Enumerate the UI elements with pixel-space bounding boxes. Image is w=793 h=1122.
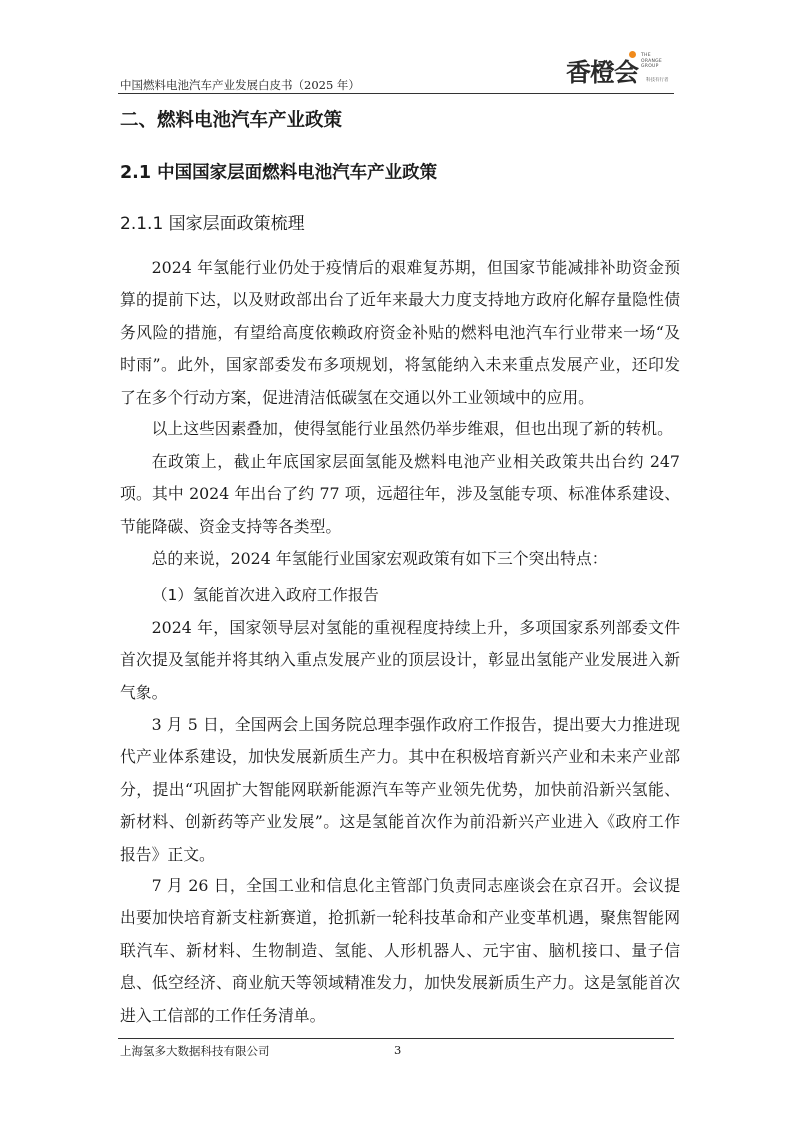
chapter-heading: 二、燃料电池汽车产业政策	[120, 110, 343, 131]
logo-tagline: 科技有行者	[646, 78, 669, 83]
paragraph-summary: 总的来说，2024 年氢能行业国家宏观政策有如下三个突出特点：	[151, 549, 608, 568]
paragraph-turning-point: 以上这些因素叠加，使得氢能行业虽然仍举步维艰，但也出现了新的转机。	[151, 419, 673, 438]
subheading-government-report: （1）氢能首次进入政府工作报告	[152, 586, 379, 604]
page-number: 3	[394, 1043, 402, 1057]
logo-en-line: ORANGE	[641, 58, 663, 64]
company-logo	[566, 49, 674, 89]
paragraph-march-5: 3 月 5 日，全国两会上国务院总理李强作政府工作报告，提出要大力推进现代产业体系建设，加快发展新质生产力。其中在积极培育新兴产业和未来产业部分，提出“巩固扩大智能网联新能源汽车等产业领先优势，加快前沿新兴氢能、新材料、创新药等产业发展”。这是氢能首次作为前沿新兴产业进入《政府工作报告》正文。	[120, 715, 680, 864]
logo-en-line: GROUP	[641, 64, 659, 69]
paragraph-july-26: 7 月 26 日，全国工业和信息化主管部门负责同志座谈会在京召开。会议提出要加快培育新支柱新赛道，抢抓新一轮科技革命和产业变革机遇，聚焦智能网联汽车、新材料、生物制造、氢能、人形机器人、元宇宙、脑机接口、量子信息、低空经济、商业航天等领域精准发力，加快发展新质生产力。这是氢能首次进入工信部的工作任务清单。	[120, 876, 680, 1025]
logo-english	[641, 53, 662, 70]
subsection-heading: 2.1.1 国家层面政策梳理	[120, 214, 305, 234]
footer-company: 上海氢多大数据科技有限公司	[120, 1044, 270, 1058]
header-title: 中国燃料电池汽车产业发展白皮书（2025 年）	[120, 78, 360, 92]
paragraph-intro: 2024 年氢能行业仍处于疫情后的艰难复苏期，但国家节能减排补助资金预算的提前下达，以及财政部出台了近年来最大力度支持地方政府化解存量隐性债务风险的措施，有望给高度依赖政府资金补贴的燃料电池汽车行业带来一场“及时雨”。此外，国家部委发布多项规划，将氢能纳入未来重点发展产业，还印发了在多个行动方案，促进清洁低碳氢在交通以外工业领域中的应用。	[120, 258, 680, 407]
paragraph-policy-count: 在政策上，截止年底国家层面氢能及燃料电池产业相关政策共出台约 247 项。其中 2024 年出台了约 77 项，远超往年，涉及氢能专项、标准体系建设、节能降碳、资金支持等各类型。	[120, 452, 680, 536]
footer-rule	[118, 1038, 674, 1039]
logo-en-line: THE	[641, 53, 651, 58]
section-heading: 2.1 中国国家层面燃料电池汽车产业政策	[120, 163, 438, 183]
logo-orange-dot-icon	[629, 51, 636, 58]
header-rule	[118, 93, 674, 94]
logo-text: 香橙会	[566, 58, 639, 87]
paragraph-leadership: 2024 年，国家领导层对氢能的重视程度持续上升，多项国家系列部委文件首次提及氢能并将其纳入重点发展产业的顶层设计，彰显出氢能产业发展进入新气象。	[120, 618, 680, 702]
